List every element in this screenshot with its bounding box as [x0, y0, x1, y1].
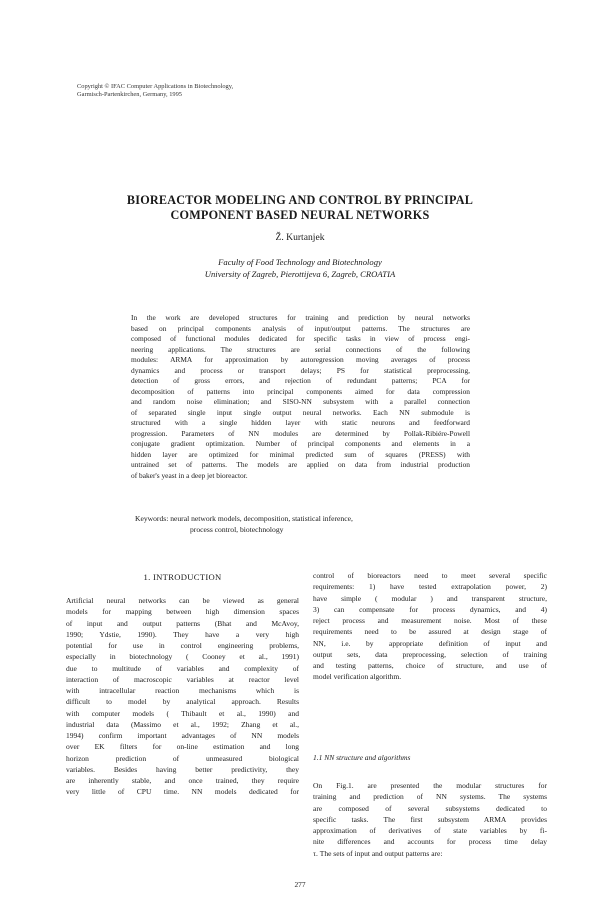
right-column-text-top: [313, 570, 547, 683]
author: Ž. Kurtanjek: [275, 232, 325, 243]
body-line: requirements: 1) have tested extrapolation power, 2): [313, 582, 547, 592]
copyright-notice: [77, 83, 233, 99]
body-line: industrial data (Massimo et al., 1992; Zhang et al.,: [66, 719, 299, 729]
keywords-line: process control, biotechnology: [190, 525, 284, 534]
abstract-line: conjugate gradient optimization. Number of principal components and elements in a: [131, 439, 470, 448]
body-line: nite differences and accounts for process time delay: [313, 837, 547, 847]
abstract-line: untrained set of patterns. The models are applied on data from industrial production: [131, 460, 470, 469]
body-line: specific tasks. The first subsystem ARMA provides: [313, 814, 547, 824]
abstract-line: of separated single input single output neural networks. Each NN submodule is: [131, 407, 470, 417]
title-line: COMPONENT BASED NEURAL NETWORKS: [170, 208, 430, 222]
affiliation: [60, 256, 540, 280]
affiliation-line: University of Zagreb, Pierottijeva 6, Zagreb, CROATIA: [204, 269, 396, 279]
body-line: control of bioreactors need to meet several specific: [313, 571, 547, 580]
right-column-text-bottom: [313, 780, 547, 859]
abstract-line: based on principal components analysis of input/output patterns. The structures are: [131, 323, 470, 333]
body-line: 1990; Ydstie, 1990). They have a very high: [66, 629, 299, 639]
abstract-line: neering applications. The structures are serial connections of the following: [131, 344, 470, 354]
body-line: have simple ( modular ) and transparent structure,: [313, 593, 547, 603]
left-column-text: [66, 595, 299, 798]
copyright-line: Copyright © IFAC Computer Applications in Biotechnology,: [77, 83, 234, 90]
abstract-line: decomposition of patterns into principal components aimed for data compression: [131, 386, 470, 396]
body-line: model verification algorithm.: [313, 672, 402, 682]
abstract-line: hidden layer are optimized for minimal predicted sum of squares (PRESS) with: [131, 449, 470, 459]
title-line: BIOREACTOR MODELING AND CONTROL BY PRINCIPAL: [126, 193, 474, 207]
abstract-line: composed of functional modules dedicated for specific tasks in view of process engi-: [131, 334, 470, 343]
abstract-line: and random noise elimination; and SISO-NN subsystem with a parallel connection: [131, 397, 470, 406]
abstract-line: progression. Parameters of NN modules are determined by Pollak-Ribiére-Powell: [131, 428, 470, 438]
body-line: training and prediction of NN systems. The systems: [313, 792, 547, 802]
body-line: 3) can compensate for process dynamics, and 4): [313, 604, 547, 614]
body-line: especially in biotechnology ( Cooney et al., 1991): [66, 652, 299, 662]
body-line: potential for use in control engineering problems,: [66, 641, 299, 650]
abstract-line: of baker's yeast in a deep jet bioreactor.: [131, 470, 248, 480]
abstract-line: detection of gross errors, and rejection of redundant patterns; PCA for: [131, 376, 470, 385]
body-line: horizon prediction of unmeasured biological: [66, 753, 299, 763]
body-line: with computer models ( Thibault et al., 1990) and: [66, 708, 299, 718]
body-line: approximation of derivatives of state variables by fi-: [313, 826, 547, 835]
keywords-line: Keywords: neural network models, decomposition, statistical inference,: [135, 514, 353, 523]
body-line: Artificial neural networks can be viewed as general: [66, 596, 299, 605]
abstract-line: modules: ARMA for approximation by autoregression moving averages of process: [131, 355, 470, 364]
body-line: requirements need to be assured at design stage of: [313, 627, 547, 637]
body-line: NN, i.e. by appropriate definition of input and: [313, 638, 547, 648]
subsection-heading: 1.1 NN structure and algorithms: [313, 753, 411, 762]
body-line: τ. The sets of input and output patterns are:: [313, 848, 443, 858]
body-line: are composed of several subsystems dedicated to: [313, 803, 547, 813]
abstract-line: structured with a single hidden layer with static neurons and feedforward: [131, 418, 470, 427]
body-line: of input and output patterns (Bhat and McAvoy,: [66, 618, 299, 628]
copyright-line: Garmisch-Partenkirchen, Germany, 1995: [77, 91, 182, 98]
body-line: and testing patterns, choice of structure, and use of: [313, 661, 547, 670]
body-line: very little of CPU time. NN models dedicated for: [66, 787, 299, 797]
page-number: 277: [294, 880, 306, 889]
paper-title: [60, 193, 540, 223]
abstract-line: dynamics and process or transport delays; PS for statistical preprocessing,: [131, 365, 470, 375]
section-heading-introduction: 1. INTRODUCTION: [143, 572, 222, 582]
body-line: variables. Besides having better predictivity, they: [66, 764, 299, 774]
keywords: [135, 513, 353, 535]
body-line: 1994) confirm important advantages of NN models: [66, 731, 299, 740]
body-line: reject process and measurement noise. Most of these: [313, 616, 547, 625]
affiliation-line: Faculty of Food Technology and Biotechnology: [218, 257, 382, 267]
body-line: interaction of macroscopic variables at reactor level: [66, 674, 299, 684]
body-line: due to multitude of variables and complexity of: [66, 663, 299, 673]
abstract: [131, 313, 470, 481]
abstract-line: In the work are developed structures for training and prediction by neural networks: [131, 313, 470, 322]
body-line: with intracellular reaction mechanisms which is: [66, 686, 299, 695]
body-line: over EK filters for on-line estimation and long: [66, 742, 299, 752]
body-line: models for mapping between high dimension spaces: [66, 607, 299, 617]
body-line: On Fig.1. are presented the modular structures for: [313, 781, 547, 790]
body-line: output sets, data preprocessing, selection of training: [313, 649, 547, 659]
body-line: are inherently stable, and once trained, they require: [66, 776, 299, 785]
body-line: difficult to model by analytical approach. Results: [66, 697, 299, 707]
